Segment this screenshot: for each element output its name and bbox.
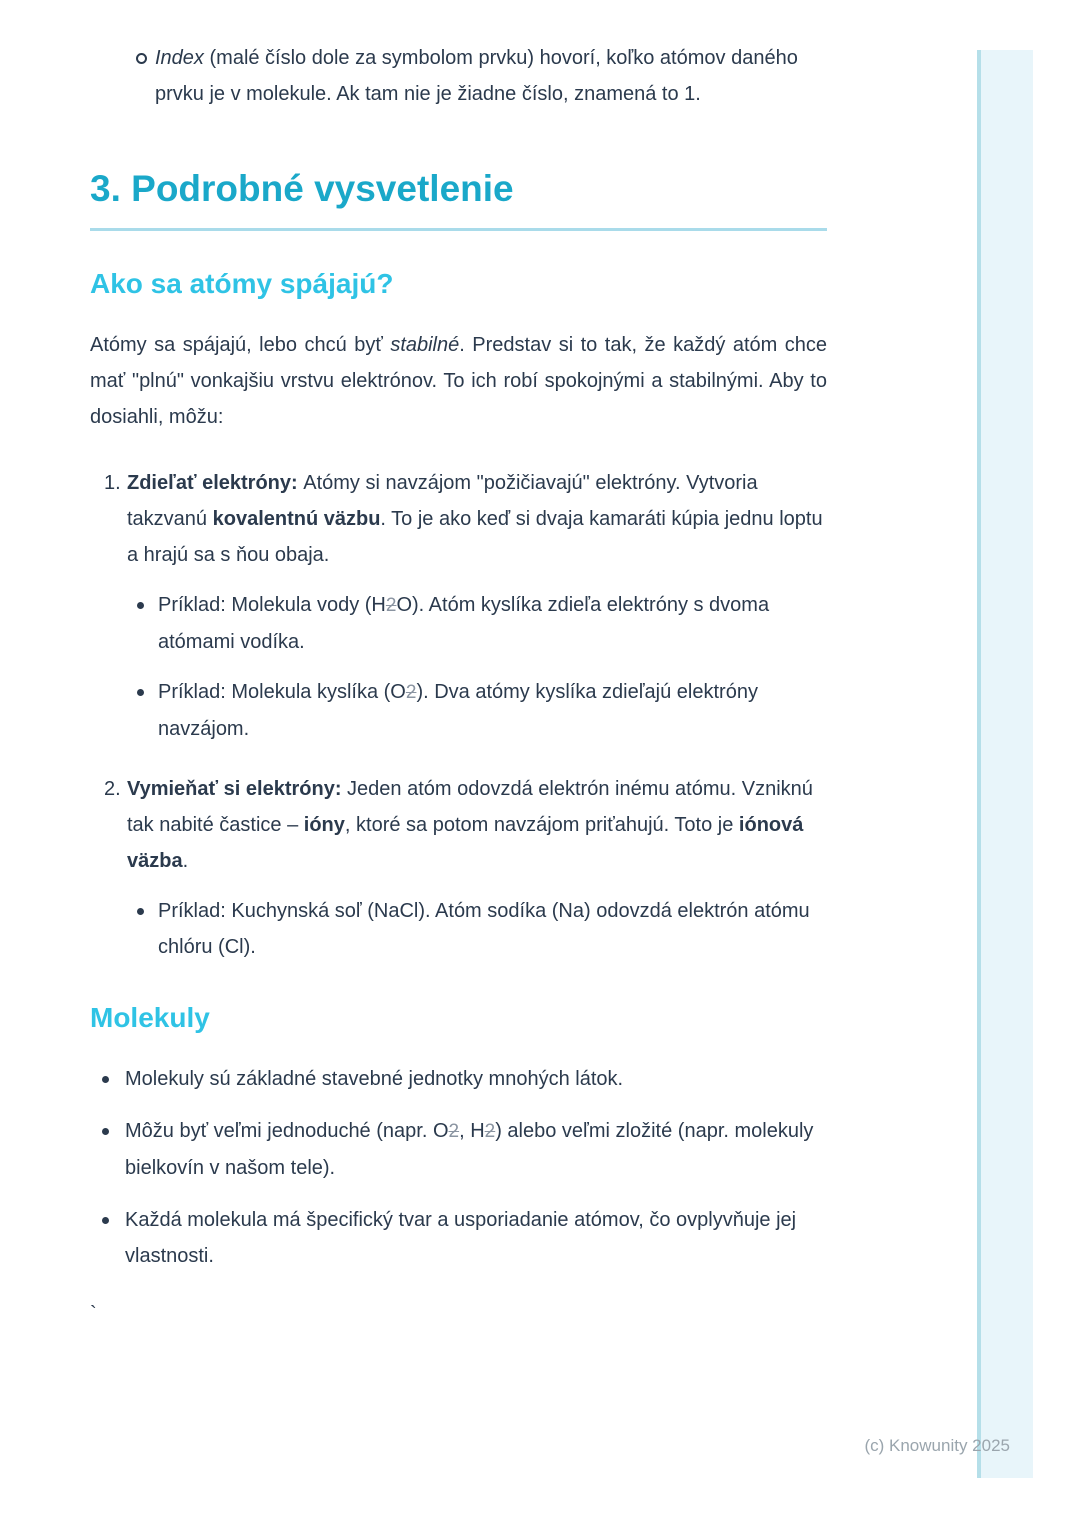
example-sub-list [127, 893, 827, 965]
sub-list-item [127, 674, 827, 747]
sub-list-item [127, 587, 827, 660]
subsection-heading-molecules: Molekuly [90, 1002, 210, 1033]
molecules-bullet-list [90, 1061, 827, 1274]
list-item [90, 465, 827, 747]
list-number: 2. [104, 778, 121, 800]
list-item-body [127, 771, 827, 965]
list-item [90, 1113, 827, 1186]
circle-bullet-icon [136, 53, 147, 64]
list-item [90, 771, 827, 965]
bullet-dot-icon [102, 1076, 109, 1083]
section-heading: 3. Podrobné vysvetlenie [90, 168, 514, 209]
list-item [90, 1202, 827, 1274]
list-item [90, 40, 827, 112]
subsection-heading-bonding: Ako sa atómy spájajú? [90, 268, 394, 299]
bonding-paragraph: Atómy sa spájajú, lebo chcú byť stabilné. Predstav si to tak, že každý atóm chce mať "plnú" vonkajšiu vrstvu elektrónov. To ich robí spokojnými a stabilnými. Aby to dosiahli, môžu: [90, 334, 828, 428]
sub-list-item-text: Príklad: Molekula vody (H2O). Atóm kyslíka zdieľa elektróny s dvoma atómami vodíka. [158, 594, 770, 653]
bonding-ordered-list [90, 465, 827, 965]
bullet-dot-icon [102, 1128, 109, 1135]
list-item-text: Každá molekula má špecifický tvar a usporiadanie atómov, čo ovplyvňuje jej vlastnosti. [125, 1209, 797, 1267]
list-item-body [127, 465, 827, 747]
intro-item-text: Index (malé číslo dole za symbolom prvku) hovorí, koľko atómov daného prvku je v molekule. Ak tam nie je žiadne číslo, znamená to 1. [155, 47, 798, 105]
sub-list-item-text: Príklad: Molekula kyslíka (O2). Dva atómy kyslíka zdieľajú elektróny navzájom. [158, 681, 758, 740]
bullet-dot-icon [137, 602, 144, 609]
list-item-text: Zdieľať elektróny: Atómy si navzájom "požičiavajú" elektróny. Vytvoria takzvanú kovalentnú väzbu. To je ako keď si dvaja kamaráti kúpia jednu loptu a hrajú sa s ňou obaja. [127, 472, 823, 566]
list-item-text: Molekuly sú základné stavebné jednotky mnohých látok. [125, 1068, 624, 1090]
list-item-text: Môžu byť veľmi jednoduché (napr. O2, H2) alebo veľmi zložité (napr. molekuly bielkovín v našom tele). [125, 1120, 814, 1179]
heading-divider [90, 228, 827, 231]
page-content [90, 40, 827, 1324]
list-item-text: Vymieňať si elektróny: Jeden atóm odovzdá elektrón inému atómu. Vzniknú tak nabité častice – ióny, ktoré sa potom navzájom priťahujú. Toto je iónová väzba. [127, 778, 813, 872]
list-number: 1. [104, 472, 121, 494]
bullet-dot-icon [137, 689, 144, 696]
list-item [90, 1061, 827, 1097]
intro-list [90, 40, 827, 112]
bullet-dot-icon [102, 1217, 109, 1224]
sub-list-item [127, 893, 827, 965]
copyright-footer: (c) Knowunity 2025 [864, 1436, 1010, 1455]
stray-backtick-char: ` [90, 1303, 97, 1325]
example-sub-list [127, 587, 827, 747]
decorative-side-bar [977, 50, 1033, 1478]
sub-list-item-text: Príklad: Kuchynská soľ (NaCl). Atóm sodíka (Na) odovzdá elektrón atómu chlóru (Cl). [158, 900, 810, 958]
bullet-dot-icon [137, 908, 144, 915]
